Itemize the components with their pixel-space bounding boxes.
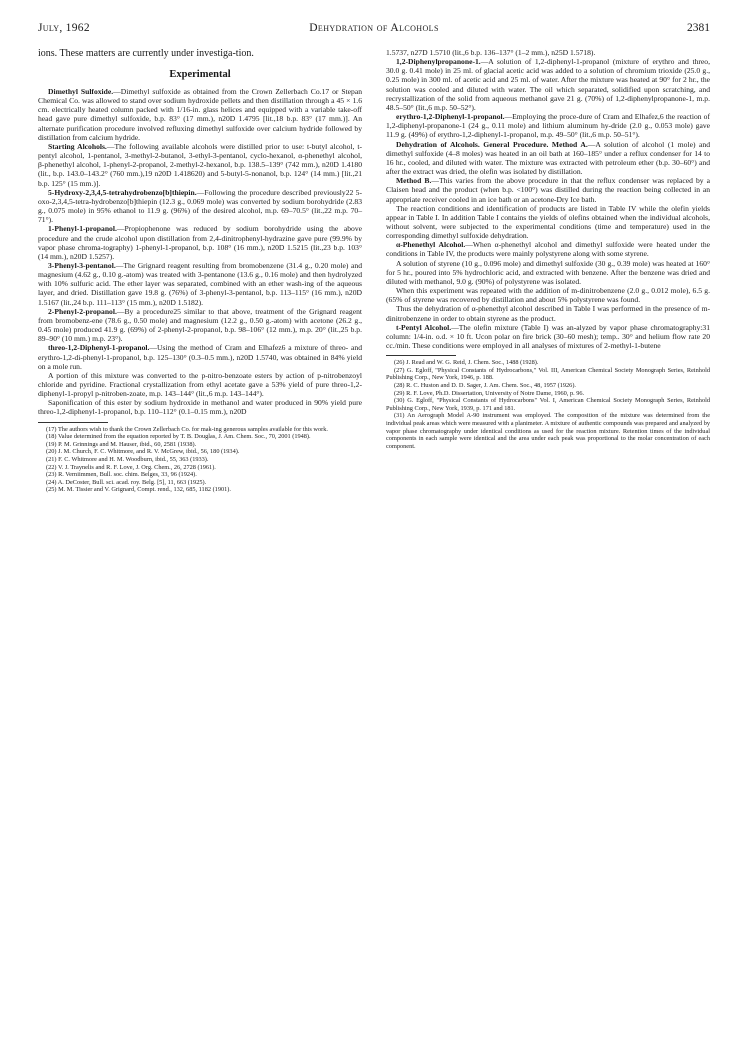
paragraph-heading: α-Phenethyl Alcohol. xyxy=(396,240,466,250)
paragraph-heading: Method B. xyxy=(396,176,432,186)
paragraph xyxy=(386,176,710,203)
paragraph-text: —Employing the proce-dure of Cram and Elhafez,6 the reaction of 1,2-diphenyl-propanone-1 (24 g., 0.11 mole) and lithium aluminum hy-dride (2.0 g., 0.053 mole) gave 11.9 g. (49%) of erythro-1,2-diphenyl-1-propanol, m.p. 49–50° (lit.,6 m.p. 50–51°). xyxy=(386,112,710,140)
paragraph xyxy=(386,323,710,350)
paragraph-heading: 5-Hydroxy-2,3,4,5-tetrahydrobenzo[b]thiepin. xyxy=(48,187,197,197)
paragraph xyxy=(38,188,362,225)
paragraph-text: —The following available alcohols were distilled prior to use: t-butyl alcohol, t-pentyl alcohol, 1-pentanol, 3-methyl-2-butanol, 3-ethyl-3-pentanol, cyclo-hexanol, α-phenethyl alcohol, β-phenethyl alcohol, 1-phenyl-2-propanol, 2-methyl-2-hexanol, b.p. 138.5–139° (742 mm.), n20D 1.4180 (lit., b.p. 143.0–143.2° (760 mm.),19 n20D 1.418620) and 5-butyl-5-nonanol, b.p. 124° (14 mm.) [lit.,21 b.p. 125° (15 mm.)]. xyxy=(38,141,362,188)
right-footnotes xyxy=(386,359,710,450)
paragraph-heading: Dehydration of Alcohols. General Procedure. Method A. xyxy=(396,139,588,149)
paragraph-text: —A solution of 1,2-diphenyl-1-propanol (mixture of erythro and threo, 30.0 g. 0.41 mole) in 25 ml. of glacial acetic acid was added to a solution of chromium trioxide (25.0 g., 0.25 mole) in 300 ml. of acetic acid and 25 ml. of water. After the mixture was heated at 90° for 2 hr., the solution was cooled and diluted with water. The oil which separated, solidified upon scratching, and recrystallization of the solid from aqueous methanol gave 21 g. (70%) of 1,2-diphenylpropanone-1, m.p. 48.5–50° (lit.,6 m.p. 50–52°). xyxy=(386,57,710,112)
paragraph-heading: Dimethyl Sulfoxide. xyxy=(48,87,114,96)
paragraph xyxy=(38,371,362,398)
section-heading: Experimental xyxy=(169,69,231,80)
paragraph xyxy=(386,286,710,304)
right-paragraphs xyxy=(386,48,710,350)
paragraph-text: —Following the procedure described previously22 5-oxo-2,3,4,5-tetra-hydrobenzo[b]thiepin (12.3 g., 0.069 mole) was converted by sodium borohydride (2.83 g., 0.075 mole) in 95% ethanol to 11.9 g. (96%) of the desired alcohol, m.p. 69–70.5° (lit.,22 m.p. 70–71°). xyxy=(38,187,362,225)
paragraph xyxy=(38,307,362,344)
header-date: July, 1962 xyxy=(38,22,90,34)
paragraph xyxy=(386,204,710,241)
paragraph-heading: 1-Phenyl-1-propanol. xyxy=(48,224,117,234)
paragraph-text: —By a procedure25 similar to that above, treatment of the Grignard reagent from bromobenz-ene (78.6 g., 0.50 mole) and magnesium (12.2 g., 0.50 g.-atom) with acetone (26.2 g., 0.45 mole) produced 41.9 g. (69%) of 2-phenyl-2-propanol, b.p. 98–106° (12 mm.), m.p. 20° (lit.,25 b.p. 89–90° (10 mm.) m.p. 23°). xyxy=(38,306,362,344)
paragraph xyxy=(386,140,710,177)
paragraph-text: —A solution of alcohol (1 mole) and dimethyl sulfoxide (4–8 moles) was heated in an oil bath at 160–185° under a reflux condenser for 14 to 16 hr., cooled, and diluted with water. The mixture was extracted with petroleum ether (b.p. 30–60°) and after the extract was dried, the olefin was isolated by distillation. xyxy=(386,139,711,177)
paragraph-heading: erythro-1,2-Diphenyl-1-propanol. xyxy=(396,112,505,122)
left-paragraphs xyxy=(38,87,362,417)
footnote: (21) F. C. Whitmore and H. M. Woodburn, ibid., 55, 363 (1933). xyxy=(46,456,209,463)
paragraph-text: —This varies from the above procedure in that the reflux condenser was replaced by a Claisen head and the product (when b.p. <100°) was distilled during the reaction being collected in an appropriate receiver cooled in an ice bath or an acetone-Dry Ice bath. xyxy=(386,176,710,204)
footnote: (22) V. J. Traynelis and R. F. Love, J. Org. Chem., 26, 2728 (1961). xyxy=(46,463,216,471)
paragraph-text: A solution of styrene (10 g., 0.096 mole) and dimethyl sulfoxide (30 g., 0.39 mole) was heated at 160° for 5 hr., poured into 5% hydrochloric acid, and extracted with benzene. After the benzene was dried and diluted with methanol, 9.0 g. (90%) of polystyrene was isolated. xyxy=(386,258,710,286)
footnote: (28) R. C. Huston and D. D. Sager, J. Am. Chem. Soc., 48, 1957 (1926). xyxy=(394,381,576,389)
paragraph xyxy=(386,57,710,112)
footnote-divider xyxy=(386,355,456,356)
footnote: (30) G. Egloff, "Physical Constants of Hydrocarbons" Vol. I, American Chemical Society Monograph Series, Reinhold Publishing Corp., New York, 1939, p. 171 and 181. xyxy=(386,397,710,412)
paragraph-text: When this experiment was repeated with the addition of m-dinitrobenzene (2.0 g., 0.012 mole), 6.5 g. (65% of styrene was recovered by distillation and about 5% polystyrene was found. xyxy=(386,286,710,305)
footnote: (19) P. M. Grinnings and M. Hauser, ibid., 60, 2581 (1938). xyxy=(46,440,197,448)
paragraph-heading: threo-1,2-Diphenyl-1-propanol. xyxy=(48,343,150,353)
paragraph-heading: Starting Alcohols. xyxy=(48,141,107,151)
paragraph-text: —Dimethyl sulfoxide as obtained from the Crown Zellerbach Co.17 or Stepan Chemical Co. was allowed to stand over sodium hydroxide pellets and then distillation through a 45 × 1.6 cm. electrically heated column packed with 1/16-in. glass helices and equipped with a variable take-off head gave pure dimethyl sulfoxide, b.p. 83° (17 mm.), n20D 1.4795 [lit.,18 b.p. 83° (17 mm.)]. An alternate purification procedure involved refluxing dimethyl sulfoxide over calcium hydride followed by distillation from calcium hydride. xyxy=(38,87,362,142)
paragraph xyxy=(386,48,710,57)
left-footnotes xyxy=(38,426,362,494)
paragraph-text: —Using the method of Cram and Elhafez6 a mixture of threo- and erythro-1,2-di-phenyl-1-propanol, b.p. 125–130° (0.3–0.5 mm.), n20D 1.5740, was obtained in 84% yield on a mole run. xyxy=(38,343,362,371)
paragraph xyxy=(386,259,710,286)
footnote: (25) M. M. Tissier and V. Grignard, Compt. rend., 132, 685, 1182 (1901). xyxy=(46,486,231,494)
paragraph xyxy=(38,142,362,188)
right-column xyxy=(386,48,710,450)
footnote: (23) R. Verniimmen, Bull. soc. chim. Belges, 33, 96 (1924). xyxy=(46,471,197,479)
running-header xyxy=(38,22,710,38)
footnote: (29) R. F. Love, Ph.D. Dissertation, University of Notre Dame, 1960, p. 96. xyxy=(394,389,585,397)
header-page-number: 2381 xyxy=(687,22,710,34)
paragraph-text: —The olefin mixture (Table I) was an-alyzed by vapor phase chromatography:31 column: 1/4-in. o.d. × 10 ft. Ucon polar on fire brick (30–60 mesh); temp.. 30° and helium flow rate 20 cc./min. These conditions were employed in all analyses of mixtures of 2-methyl-1-butene xyxy=(386,322,710,350)
footnote-divider xyxy=(38,422,108,423)
paragraph-text: —When α-phenethyl alcohol and dimethyl sulfoxide were heated under the conditions in Table IV, the products were mainly polystyrene along with some styrene. xyxy=(386,240,710,259)
paragraph-text: A portion of this mixture was converted to the p-nitro-benzoate esters by action of p-nitrobenzoyl chloride and pyridine. Fractional crystallization from ethyl acetate gave a 53% yield of pure threo-1,2-diphenyl-1-propyl p-nitroben-zoate, m.p. 143–144° (lit.,6 m.p. 143–144°). xyxy=(38,370,362,399)
paragraph xyxy=(386,112,710,139)
paragraph-heading: 2-Phenyl-2-propanol. xyxy=(48,306,117,316)
paragraph xyxy=(38,343,362,370)
footnote: (17) The authors wish to thank the Crown Zellerbach Co. for mak-ing generous samples available for this work. xyxy=(46,425,328,433)
paragraph-text: Thus the dehydration of α-phenethyl alcohol described in Table I was performed in the presence of m-dinitrobenzene in order to obtain styrene as the product. xyxy=(386,304,710,323)
paragraph xyxy=(38,398,362,416)
footnote: (26) J. Read and W. G. Reid, J. Chem. Soc., 1488 (1928). xyxy=(394,359,539,367)
paragraph xyxy=(38,261,362,307)
paragraph-heading: t-Pentyl Alcohol. xyxy=(396,322,452,332)
paragraph-heading: 3-Phenyl-3-pentanol. xyxy=(48,260,116,270)
paragraph xyxy=(38,224,362,261)
paragraph-text: —The Grignard reagent resulting from bromobenzene (31.4 g., 0.20 mole) and magnesium (4.62 g., 0.10 g.-atom) was treated with 3-pentanone (13.6 g., 0.16 mole) and then hydrolyzed with 10% sulfuric acid. The ether layer was separated, combined with an ether wash-ing of the aqueous layer, and dried. Distillation gave 19.8 g. (76%) of 3-phenyl-3-pentanol, b.p. 113–115° (16 mm.), n20D 1.5167 (lit.,24 b.p. 111–113° (15 mm.), n20D 1.5182). xyxy=(38,260,362,307)
paragraph xyxy=(386,240,710,258)
left-column xyxy=(38,48,362,494)
paragraph-text: The reaction conditions and identification of products are listed in Table IV while the olefin yields appear in Table I. In addition Table I contains the yields of olefins obtained when the individual alcohols, without solvent, were subjected to the experimental conditions (time and temperature) used in the corresponding dimethyl sulfoxide dehydration. xyxy=(386,203,710,241)
footnote: (18) Value determined from the equation reported by T. B. Douglas, J. Am. Chem. Soc., 70, 2001 (1948). xyxy=(46,433,311,441)
paragraph-text: 1.5737, n27D 1.5710 (lit.,6 b.p. 136–137° (1–2 mm.), n25D 1.5718). xyxy=(386,48,596,57)
header-title: Dehydration of Alcohols xyxy=(309,22,439,34)
footnote: (20) J. M. Church, F. C. Whitmore, and R. V. McGrew, ibid., 56, 180 (1934). xyxy=(46,448,240,456)
paragraph xyxy=(38,87,362,142)
footnote: (24) A. DeCoster, Bull. sci. acad. roy. Belg. [5], 11, 663 (1925). xyxy=(46,478,207,486)
paragraph-text: Saponification of this ester by sodium hydroxide in methanol and water produced in 90% yield pure threo-1,2-diphenyl-1-propanol, b.p. 110–112° (0.1–0.15 mm.), n20D xyxy=(38,398,362,417)
footnote: (27) G. Egloff, "Physical Constants of Hydrocarbons," Vol. III, American Chemical Society Monograph Series, Reinhold Publishing Corp., New York, 1946, p. 188. xyxy=(386,366,710,382)
continued-text: ions. These matters are currently under investiga-tion. xyxy=(38,48,254,59)
footnote: (31) An Aerograph Model A-90 instrument was employed. The composition of the mixture was determined from the individual peak areas which were measured with a planimeter. A mixture of authentic compounds was prepared and analyzed by vapor phase chromatography under identical conditions as used for the reaction mixture. Retention times of the individual components in each sample were identical and the area under each peak was proportional to the molar concentration of each component. xyxy=(386,412,710,450)
paragraph-text: —Propiophenone was reduced by sodium borohydride using the above procedure and the crude alcohol upon distillation from 2,4-dinitrophenyl-hydrazine gave pure (99.9% by vapor phase chroma-tography) 1-phenyl-1-propanol, b.p. 108° (16 mm.), n20D 1.5215 (lit.,23 b.p. 103°(14 mm.), n20D 1.5257). xyxy=(38,224,362,261)
paragraph-heading: 1,2-Diphenylpropanone-1. xyxy=(396,57,481,67)
paragraph xyxy=(386,304,710,322)
